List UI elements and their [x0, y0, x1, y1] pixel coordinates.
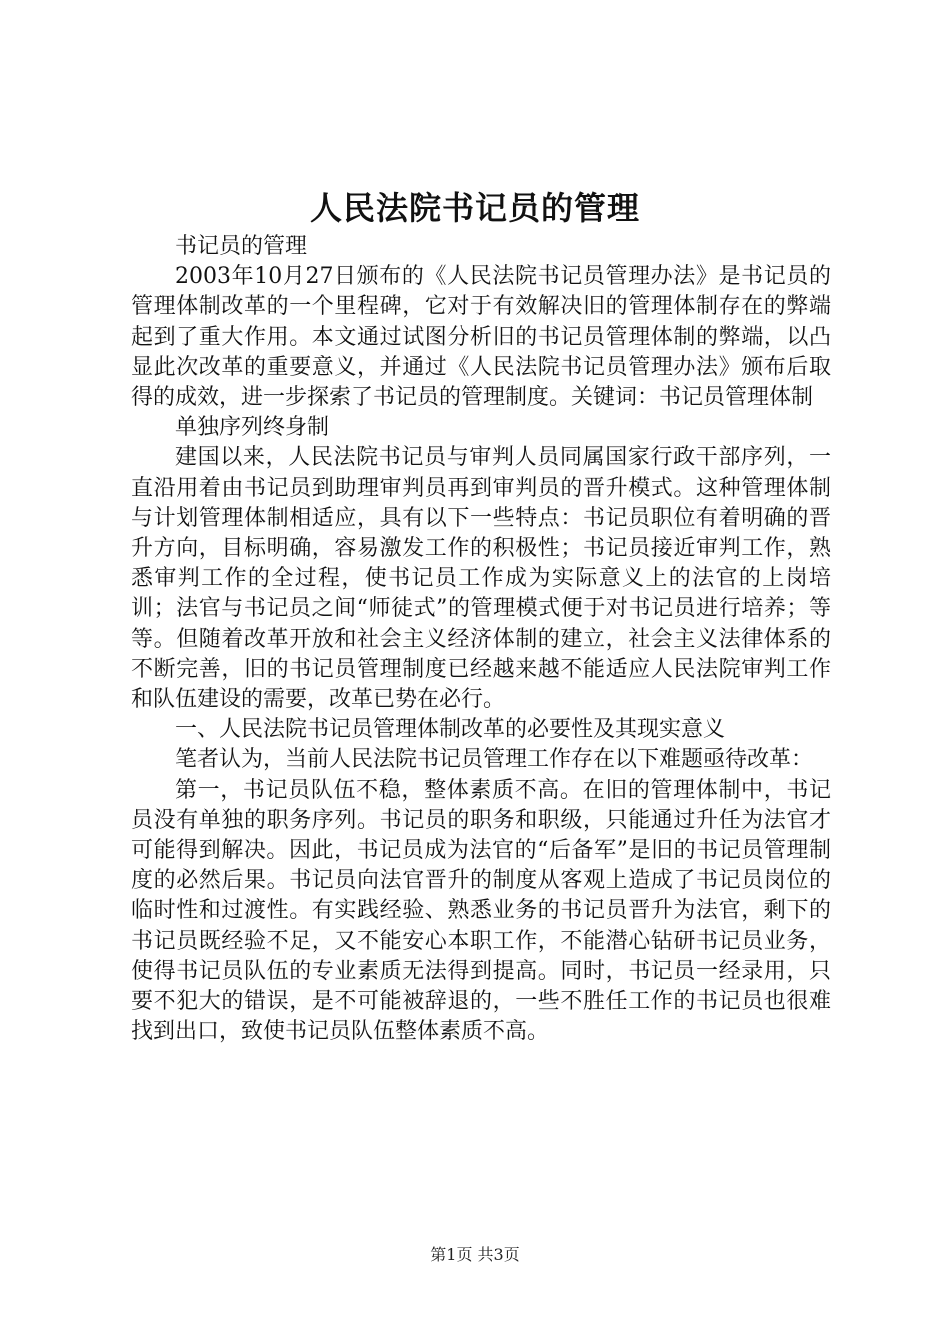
- page-number: 第1页: [430, 1245, 473, 1264]
- paragraph-intro: 笔者认为，当前人民法院书记员管理工作存在以下难题亟待改革：: [175, 747, 814, 773]
- section-heading: 一、人民法院书记员管理体制改革的必要性及其现实意义: [175, 717, 726, 743]
- paragraph-first-point: 第一，书记员队伍不稳，整体素质不高。在旧的管理体制中，书记员没有单独的职务序列。书记员的职务和职级，只能通过升任为法官才可能得到解决。因此，书记员成为法官的“后备军”是旧的书记员管理制度的必然后果。书记员向法官晋升的制度从客观上造成了书记员岗位的临时性和过渡性。有实践经验、熟悉业务的书记员晋升为法官，剩下的书记员既经验不足，又不能安心本职工作，不能潜心钻研书记员业务，使得书记员队伍的专业素质无法得到提高。同时，书记员一经录用，只要不犯大的错误，是不可能被辞退的，一些不胜任工作的书记员也很难找到出口，致使书记员队伍整体素质不高。: [131, 777, 831, 1045]
- page-footer: [0, 1244, 950, 1266]
- paragraph-abstract: 2003年10月27日颁布的《人民法院书记员管理办法》是书记员的管理体制改革的一个里程碑，它对于有效解决旧的管理体制存在的弊端起到了重大作用。本文通过试图分析旧的书记员管理体制的弊端，以凸显此次改革的重要意义，并通过《人民法院书记员管理办法》颁布后取得的成效，进一步探索了书记员的管理制度。关键词：书记员管理体制: [131, 264, 831, 411]
- paragraph-keywords-continued: 单独序列终身制: [175, 415, 330, 441]
- document-body: [131, 232, 831, 1047]
- page-title: 人民法院书记员的管理: [309, 189, 640, 227]
- paragraph-subtitle: 书记员的管理: [175, 234, 308, 259]
- page-total: 共3页: [477, 1245, 520, 1264]
- paragraph-background: 建国以来，人民法院书记员与审判人员同属国家行政干部序列，一直沿用着由书记员到助理审判员再到审判员的晋升模式。这种管理体制与计划管理体制相适应，具有以下一些特点：书记员职位有着明确的晋升方向，目标明确，容易激发工作的积极性；书记员接近审判工作，熟悉审判工作的全过程，使书记员工作成为实际意义上的法官的上岗培训；法官与书记员之间“师徒式”的管理模式便于对书记员进行培养；等等。但随着改革开放和社会主义经济体制的建立，社会主义法律体系的不断完善，旧的书记员管理制度已经越来越不能适应人民法院审判工作和队伍建设的需要，改革已势在必行。: [131, 445, 831, 713]
